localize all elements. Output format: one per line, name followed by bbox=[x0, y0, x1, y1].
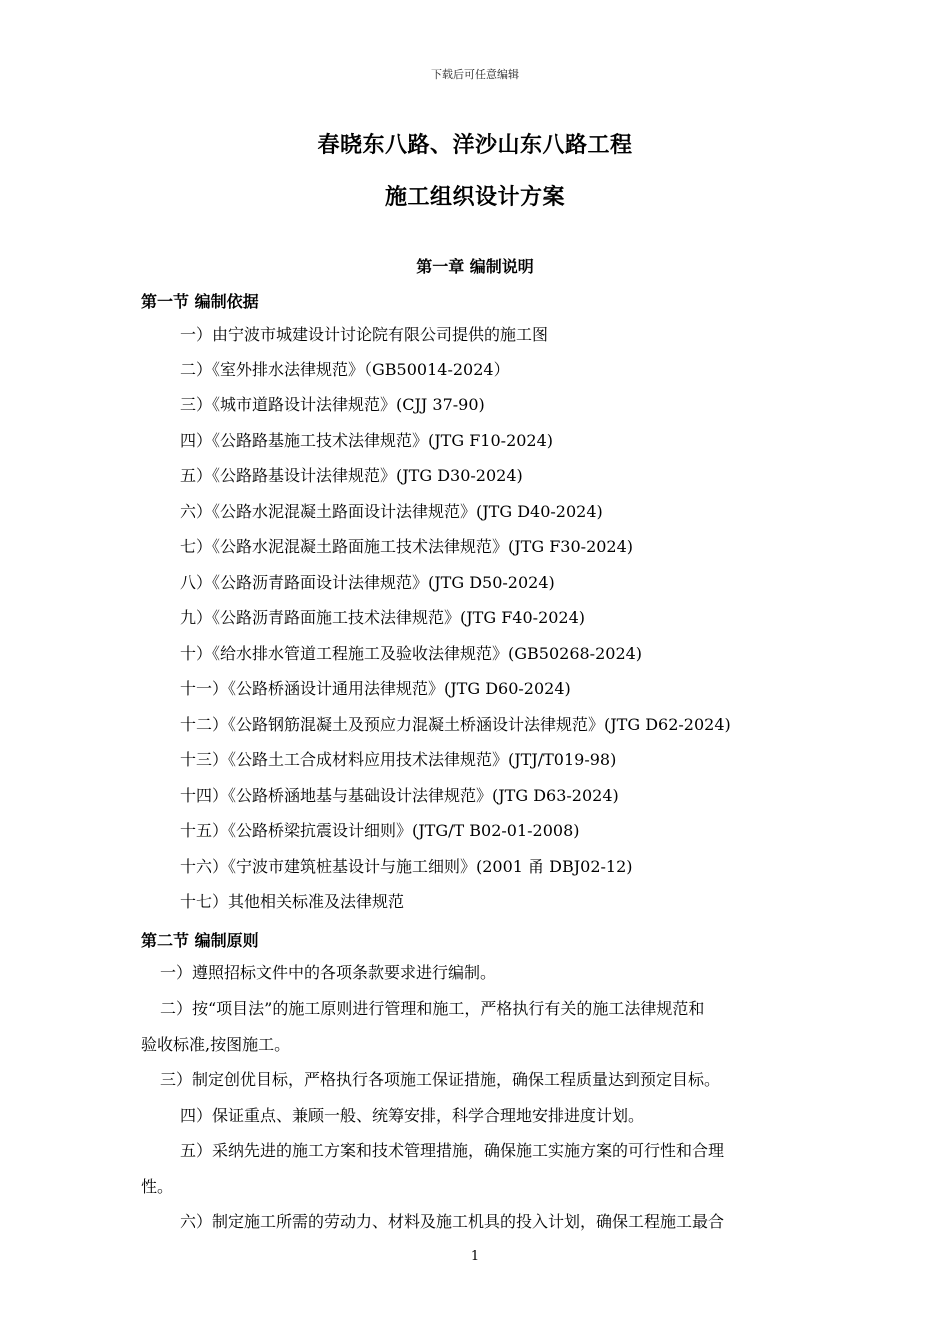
list-item: 三）《城市道路设计法律规范》(CJJ 37-90) bbox=[180, 395, 485, 414]
list-item: 十六）《宁波市建筑桩基设计与施工细则》(2001 甬 DBJ02-12) bbox=[180, 857, 633, 876]
document-subtitle: 施工组织设计方案 bbox=[384, 185, 565, 210]
page-number: 1 bbox=[470, 1249, 480, 1264]
paragraph: 三）制定创优目标，严格执行各项施工保证措施，确保工程质量达到预定目标。 bbox=[160, 1070, 721, 1089]
list-item: 十三）《公路土工合成材料应用技术法律规范》(JTJ/T019-98) bbox=[180, 750, 617, 769]
document-title: 春晓东八路、洋沙山东八路工程 bbox=[317, 133, 633, 158]
list-item: 八）《公路沥青路面设计法律规范》(JTG D50-2024) bbox=[180, 573, 555, 592]
paragraph-continuation: 验收标准,按图施工。 bbox=[141, 1035, 291, 1054]
paragraph: 二）按“项目法”的施工原则进行管理和施工，严格执行有关的施工法律规范和 bbox=[160, 999, 705, 1018]
list-item: 五）《公路路基设计法律规范》(JTG D30-2024) bbox=[180, 466, 523, 485]
list-item: 二）《室外排水法律规范》（GB50014-2024） bbox=[180, 360, 510, 379]
list-item: 十四）《公路桥涵地基与基础设计法律规范》(JTG D63-2024) bbox=[180, 786, 619, 805]
list-item: 十二）《公路钢筋混凝土及预应力混凝土桥涵设计法律规范》(JTG D62-2024) bbox=[180, 715, 731, 734]
list-item: 四）《公路路基施工技术法律规范》(JTG F10-2024) bbox=[180, 431, 554, 450]
header-note: 下载后可任意编辑 bbox=[431, 68, 519, 81]
list-item: 七）《公路水泥混凝土路面施工技术法律规范》(JTG F30-2024) bbox=[180, 537, 634, 556]
list-item: 十七）其他相关标准及法律规范 bbox=[180, 892, 405, 911]
list-item: 九）《公路沥青路面施工技术法律规范》(JTG F40-2024) bbox=[180, 608, 586, 627]
chapter-heading: 第一章 编制说明 bbox=[416, 257, 534, 276]
list-item: 十五）《公路桥梁抗震设计细则》(JTG/T B02-01-2008) bbox=[180, 821, 580, 840]
section-heading-principles: 第二节 编制原则 bbox=[141, 931, 259, 950]
section-heading-basis: 第一节 编制依据 bbox=[141, 292, 259, 311]
list-item: 六）《公路水泥混凝土路面设计法律规范》(JTG D40-2024) bbox=[180, 502, 603, 521]
paragraph-continuation: 性。 bbox=[141, 1177, 174, 1196]
paragraph: 一）遵照招标文件中的各项条款要求进行编制。 bbox=[160, 963, 497, 982]
paragraph: 五）采纳先进的施工方案和技术管理措施，确保施工实施方案的可行性和合理 bbox=[180, 1141, 725, 1160]
list-item: 一）由宁波市城建设计讨论院有限公司提供的施工图 bbox=[180, 325, 549, 344]
list-item: 十）《给水排水管道工程施工及验收法律规范》(GB50268-2024) bbox=[180, 644, 643, 663]
paragraph: 六）制定施工所需的劳动力、材料及施工机具的投入计划，确保工程施工最合 bbox=[180, 1212, 725, 1231]
list-item: 十一）《公路桥涵设计通用法律规范》(JTG D60-2024) bbox=[180, 679, 571, 698]
paragraph: 四）保证重点、兼顾一般、统筹安排，科学合理地安排进度计划。 bbox=[180, 1106, 645, 1125]
